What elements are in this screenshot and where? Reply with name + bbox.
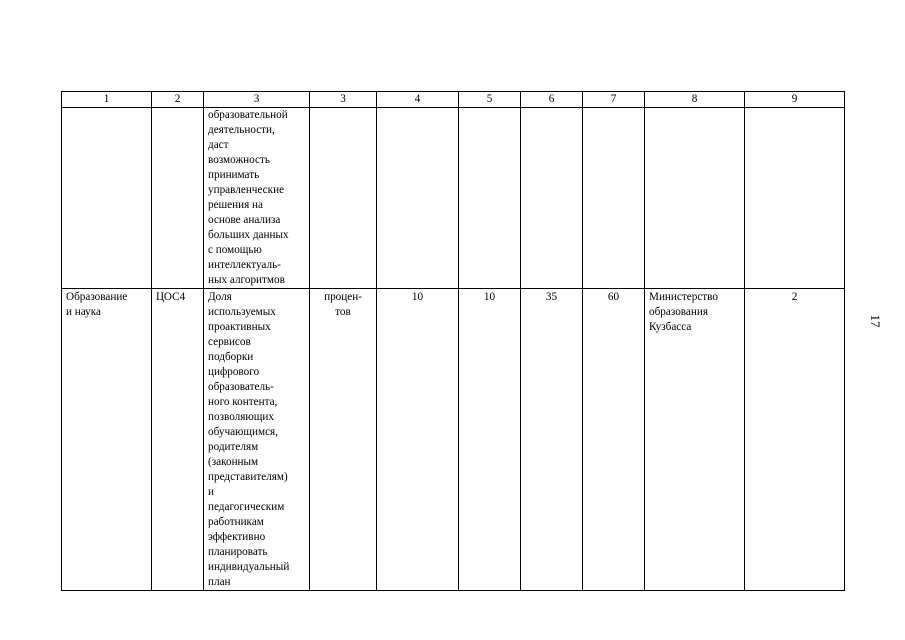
- value-cell-col9: 2: [745, 289, 845, 591]
- cont-description-line: управленческие: [208, 184, 285, 196]
- description-line: индивидуальный: [208, 561, 290, 573]
- responsible-line: образования: [649, 306, 709, 318]
- indicator-description-cell: [204, 289, 310, 591]
- responsible-line: Кузбасса: [649, 321, 692, 333]
- value-cell-col5: 10: [459, 289, 521, 591]
- description-line: и: [208, 486, 214, 498]
- cont-cell-8: [583, 108, 645, 289]
- sector-line: Образование: [66, 291, 128, 303]
- description-line: эффективно: [208, 531, 266, 543]
- sector-line: и наука: [66, 306, 101, 318]
- header-cell-3: 3: [204, 92, 310, 108]
- indicator-code-cell: ЦОС4: [152, 289, 204, 591]
- description-line: план: [208, 576, 231, 588]
- cont-cell-9: [645, 108, 745, 289]
- cont-description-line: возможность: [208, 154, 271, 166]
- cont-description-line: интеллектуаль-: [208, 259, 281, 271]
- value-cell-col7: 60: [583, 289, 645, 591]
- cont-description-cell: [204, 108, 310, 289]
- header-cell-7: 6: [521, 92, 583, 108]
- responsible-cell: [645, 289, 745, 591]
- description-line: используемых: [208, 306, 276, 318]
- description-line: обучающимся,: [208, 426, 278, 438]
- cont-cell-4: [310, 108, 377, 289]
- header-cell-1: 1: [62, 92, 152, 108]
- description-line: подборки: [208, 351, 254, 363]
- description-line: позволяющих: [208, 411, 274, 423]
- unit-line: процен-: [324, 291, 362, 303]
- description-line: педагогическим: [208, 501, 285, 513]
- cont-cell-10: [745, 108, 845, 289]
- description-line: ного контента,: [208, 396, 278, 408]
- cont-description-line: деятельности,: [208, 124, 275, 136]
- cont-cell-1: [62, 108, 152, 289]
- sector-cell: [62, 289, 152, 591]
- cont-cell-7: [521, 108, 583, 289]
- description-line: родителям: [208, 441, 259, 453]
- indicators-table: [61, 91, 845, 591]
- cont-description-line: больших данных: [208, 229, 289, 241]
- continuation-row: [62, 108, 845, 289]
- cont-description-line: ных алгоритмов: [208, 274, 285, 286]
- header-cell-10: 9: [745, 92, 845, 108]
- description-line: сервисов: [208, 336, 251, 348]
- description-line: представителям): [208, 471, 288, 483]
- description-line: планировать: [208, 546, 268, 558]
- description-line: цифрового: [208, 366, 260, 378]
- responsible-line: Министерство: [649, 291, 718, 303]
- value-cell-col6: 35: [521, 289, 583, 591]
- header-cell-2: 2: [152, 92, 204, 108]
- value-cell-col4: 10: [377, 289, 459, 591]
- unit-line: тов: [335, 306, 351, 318]
- cont-cell-5: [377, 108, 459, 289]
- indicator-row: [62, 289, 845, 591]
- page-number: 17: [868, 314, 883, 328]
- header-cell-8: 7: [583, 92, 645, 108]
- cont-description-line: с помощью: [208, 244, 262, 256]
- description-line: образователь-: [208, 381, 274, 393]
- cont-description-line: решения на: [208, 199, 264, 211]
- header-cell-5: 4: [377, 92, 459, 108]
- description-line: работникам: [208, 516, 264, 528]
- cont-description-line: принимать: [208, 169, 260, 181]
- cont-cell-6: [459, 108, 521, 289]
- header-row: [62, 92, 845, 108]
- header-cell-9: 8: [645, 92, 745, 108]
- cont-description-line: даст: [208, 139, 229, 151]
- description-line: (законным: [208, 456, 259, 468]
- header-cell-6: 5: [459, 92, 521, 108]
- cont-description-line: образовательной: [208, 109, 288, 121]
- description-line: проактивных: [208, 321, 271, 333]
- unit-cell: [310, 289, 377, 591]
- header-cell-4: 3: [310, 92, 377, 108]
- cont-description-line: основе анализа: [208, 214, 281, 226]
- cont-cell-2: [152, 108, 204, 289]
- description-line: Доля: [208, 291, 232, 303]
